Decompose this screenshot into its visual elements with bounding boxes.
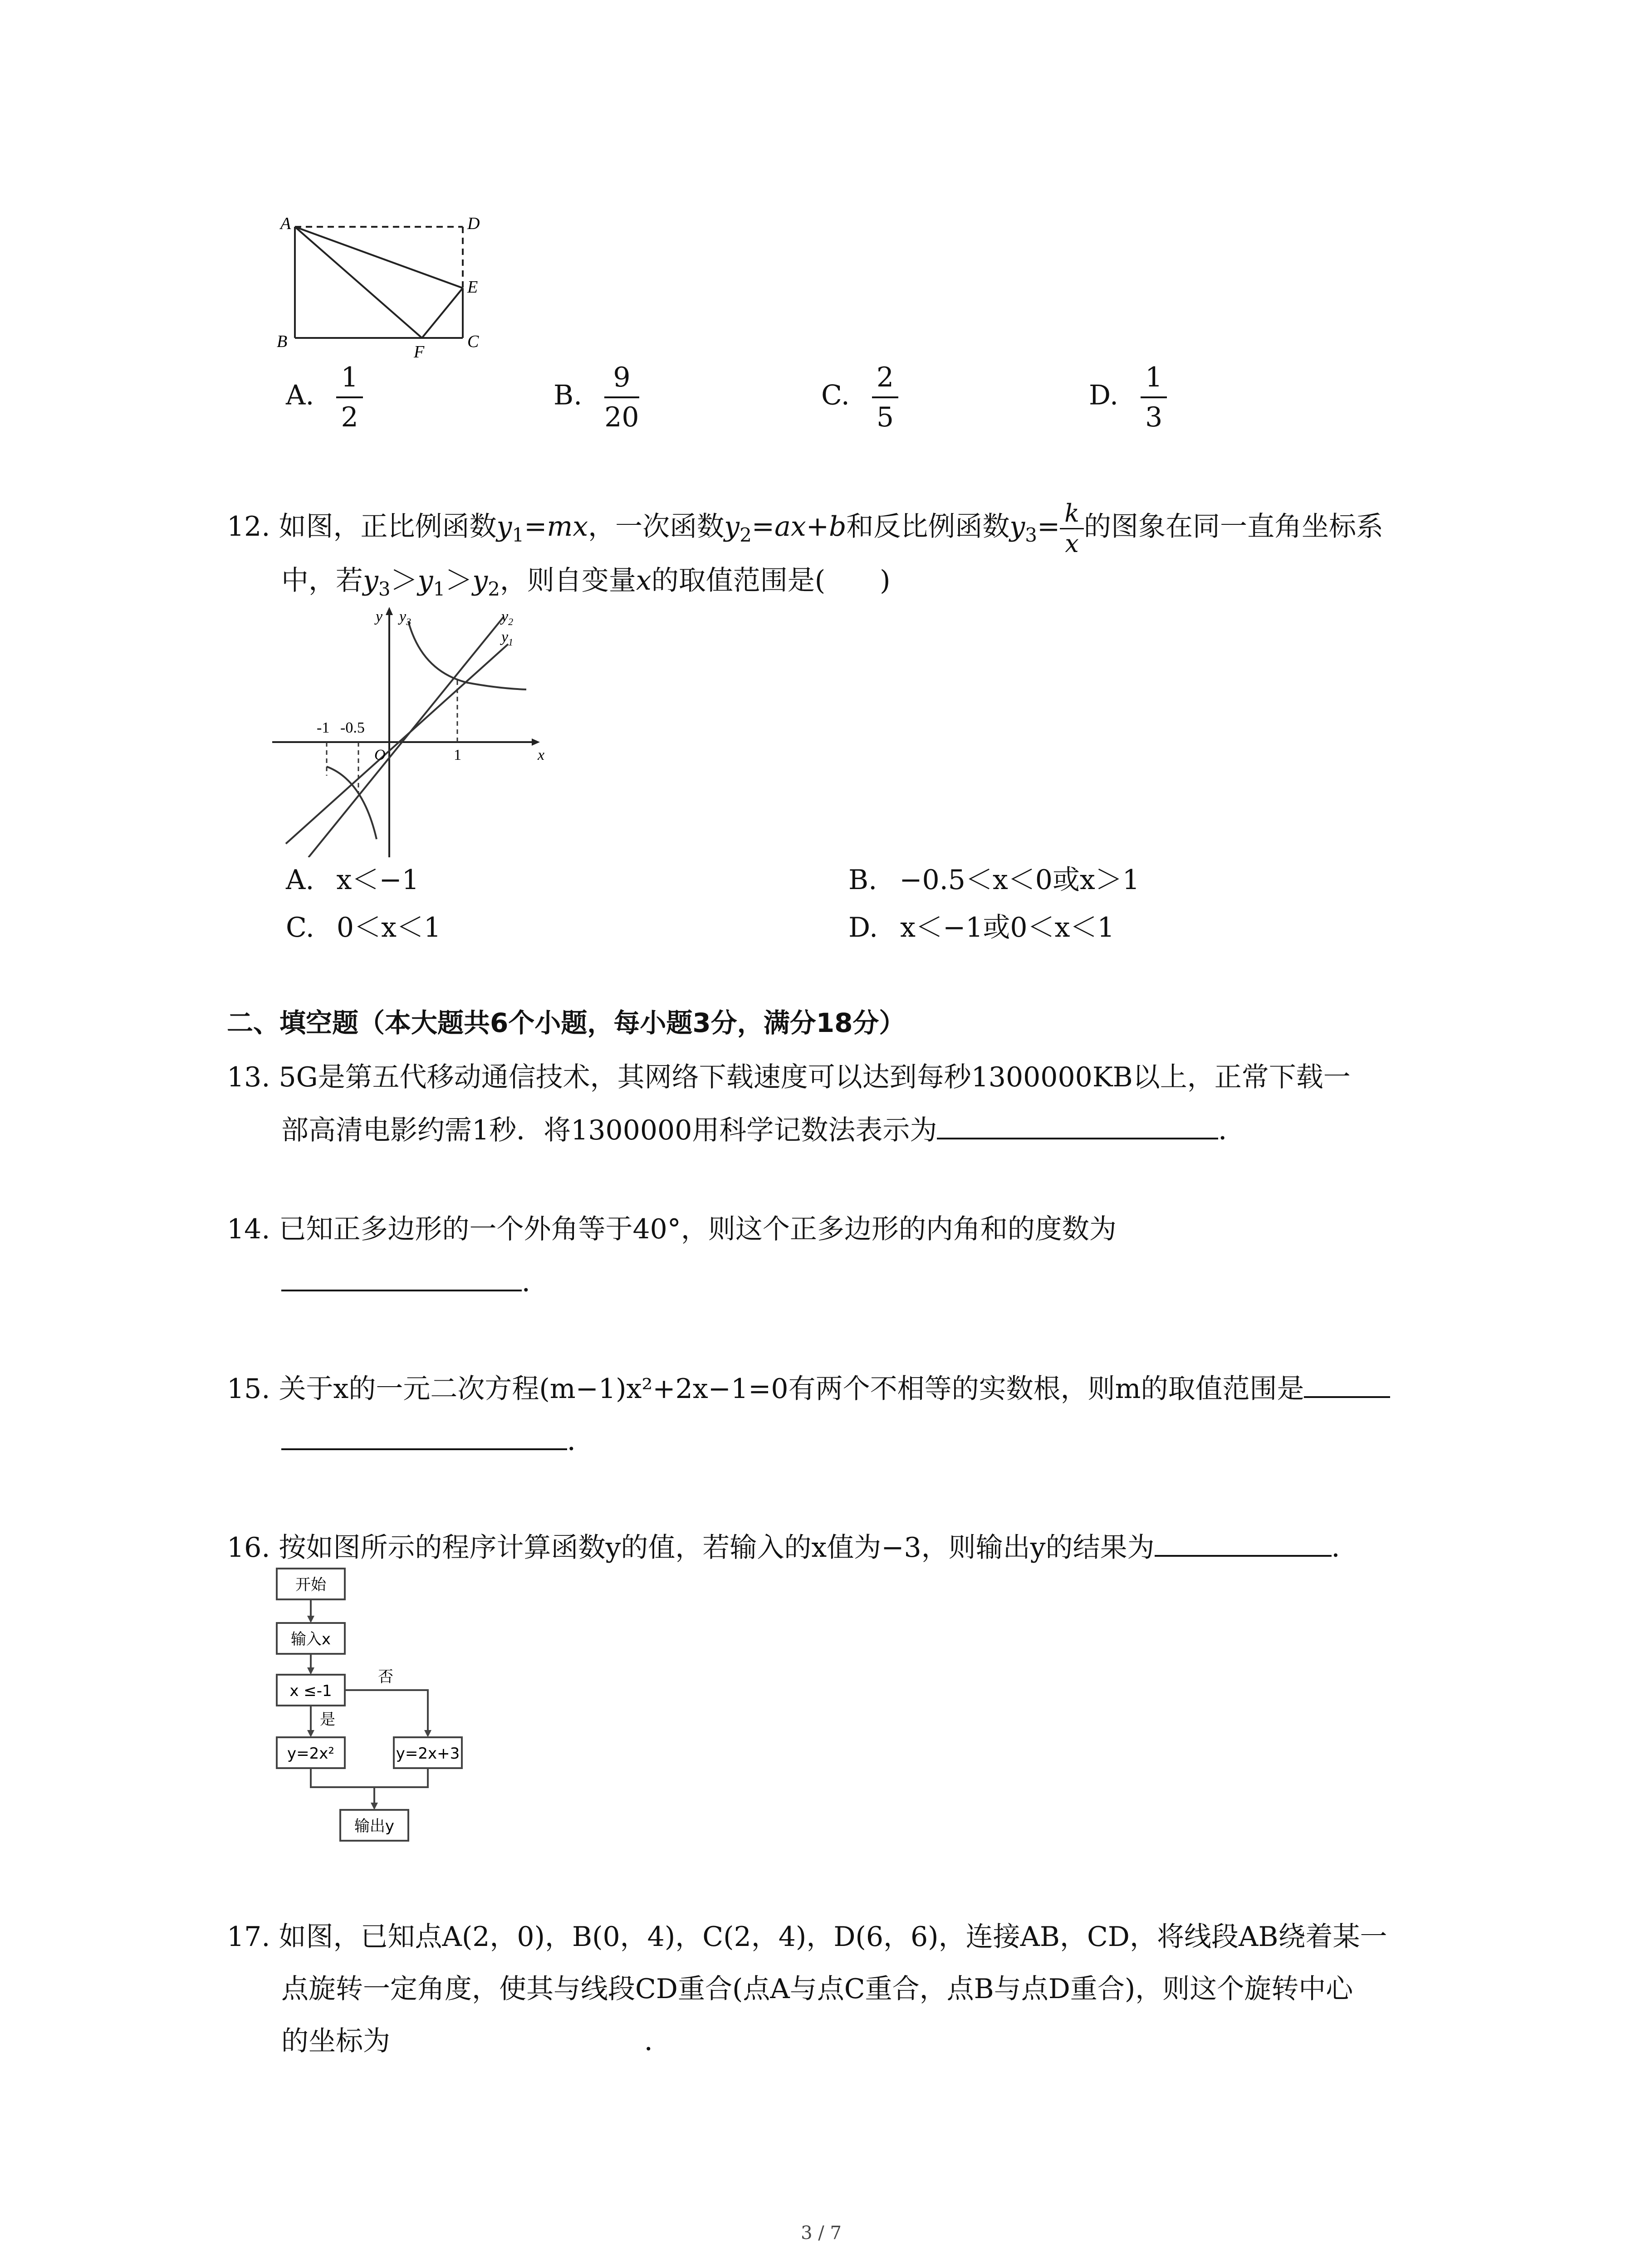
q16-text-1: 按如图所示的程序计算函数y的值，若输入的x值为−3，则输出y的结果为 (279, 1532, 1155, 1564)
q12-graph-y2-label: $y_2$ (501, 608, 514, 627)
q12-cond-gt2: ＞ (445, 565, 473, 596)
q11-option-a[interactable] (286, 358, 363, 436)
q17-line3 (281, 2023, 671, 2059)
q12-option-a-key: A. (286, 864, 314, 896)
q11-option-d-key: D. (1089, 379, 1119, 411)
q16-line1 (227, 1529, 1359, 1566)
q12-cond-y3: y (363, 565, 378, 596)
q17-text-3: 的坐标为 (281, 2025, 390, 2057)
q11-label-a: A (280, 214, 291, 233)
q12-cond-y3-sub: 3 (378, 578, 391, 600)
q12-text-d: 的图象在同一直角坐标系 (1084, 511, 1384, 543)
q15-end: ． (567, 1425, 594, 1457)
q16-flowchart (272, 1565, 481, 1864)
q16-flow-no: 否 (378, 1668, 393, 1686)
q12-y1-sub: 1 (512, 524, 524, 547)
q12-option-a[interactable] (286, 862, 419, 898)
q16-number: 16. (227, 1532, 270, 1564)
q12-graph-tick-neg1: -1 (317, 719, 330, 736)
q13-text-1: 5G是第五代移动通信技术，其网络下载速度可以达到每秒1300000KB以上，正常下载一 (279, 1061, 1351, 1093)
q12-y2-sub: 2 (740, 524, 752, 547)
q11-option-b-key: B. (554, 379, 583, 411)
q12-option-d-key: D. (848, 912, 878, 943)
q12-text-a: 如图，正比例函数 (279, 511, 497, 543)
q12-mx: mx (547, 511, 588, 543)
q12-line2 (281, 562, 891, 607)
q16-flow-condition: x ≤-1 (289, 1682, 332, 1700)
q11-option-d-num: 1 (1141, 358, 1167, 398)
q11-option-b-num: 9 (604, 358, 639, 398)
q12-text-c: 和反比例函数 (846, 511, 1010, 543)
q12-eq2: = (751, 511, 775, 543)
q12-eq1: = (524, 511, 547, 543)
q16-flow-left-formula: y=2x² (287, 1745, 334, 1763)
q16-flow-input: 输入x (290, 1630, 331, 1648)
q16-end: ． (1331, 1532, 1359, 1564)
q12-option-b-text: −0.5＜x＜0或x＞1 (899, 864, 1140, 896)
q11-option-b-fraction (604, 358, 639, 436)
q11-option-c[interactable] (821, 358, 898, 436)
q12-axb: ax+b (774, 511, 847, 543)
q12-option-c-key: C. (286, 912, 314, 943)
q14-number: 14. (227, 1213, 270, 1245)
q17-text-2: 点旋转一定角度，使其与线段CD重合(点A与点C重合，点B与点D重合)，则这个旋转中心 (281, 1973, 1353, 2005)
q12-cond-y1: y (417, 565, 433, 596)
q16-flow-right-formula: y=2x+3 (396, 1745, 460, 1763)
q15-line2 (281, 1422, 594, 1459)
q11-rectangle-figure (268, 209, 504, 363)
q11-option-c-den: 5 (876, 401, 894, 433)
q15-answer-blank-2[interactable] (281, 1422, 567, 1450)
q16-flow-yes: 是 (320, 1711, 335, 1729)
q15-answer-blank-1[interactable] (1304, 1370, 1390, 1398)
q12-fraction (1060, 499, 1084, 558)
q17-end: ． (644, 2025, 671, 2057)
q12-option-b[interactable] (848, 862, 1140, 898)
q12-cond-y2: y (472, 565, 488, 596)
q16-flow-output: 输出y (354, 1817, 395, 1835)
q12-graph-x-axis-label: x (538, 747, 545, 763)
q12-graph-tick-1: 1 (454, 747, 461, 763)
q12-y1: y (496, 511, 512, 543)
q17-line1 (227, 1919, 1387, 1955)
q12-function-graph (272, 603, 554, 857)
q12-number: 12. (227, 511, 270, 543)
q11-label-e: E (467, 278, 478, 297)
q12-y3: y (1009, 511, 1025, 543)
q16-flow-start: 开始 (295, 1576, 326, 1594)
q11-option-c-key: C. (821, 379, 850, 411)
q15-text-1: 关于x的一元二次方程(m−1)x²+2x−1=0有两个不相等的实数根，则m的取值范围是 (279, 1373, 1304, 1405)
q12-option-c-text: 0＜x＜1 (336, 912, 441, 943)
q15-number: 15. (227, 1373, 270, 1405)
q14-line2 (281, 1263, 549, 1300)
q16-answer-blank[interactable] (1155, 1529, 1332, 1557)
q11-option-d-den: 3 (1145, 401, 1163, 433)
q11-label-b: B (277, 332, 288, 351)
q17-number: 17. (227, 1921, 270, 1953)
q17-text-1: 如图，已知点A(2，0)，B(0，4)，C(2，4)，D(6，6)，连接AB，CD，将线段AB绕着某一 (279, 1921, 1387, 1953)
q12-option-b-key: B. (848, 864, 877, 896)
q12-y2: y (724, 511, 740, 543)
q13-line2 (281, 1111, 1245, 1149)
q12-frac-den: x (1065, 529, 1079, 558)
q11-option-b-den: 20 (604, 401, 639, 433)
q12-graph-origin-label: O (374, 747, 386, 763)
q14-answer-blank[interactable] (281, 1263, 522, 1291)
q12-cond-y1-sub: 1 (433, 578, 446, 600)
q12-option-d-text: x＜−1或0＜x＜1 (900, 912, 1115, 943)
q12-y3-sub: 3 (1025, 524, 1038, 547)
q12-graph-y3-label: $y_3$ (399, 608, 411, 627)
q13-answer-blank[interactable] (937, 1111, 1218, 1139)
q12-xvar: x (636, 565, 652, 596)
q15-line1 (227, 1370, 1390, 1407)
q12-option-c[interactable] (286, 909, 441, 946)
q11-option-a-fraction (336, 358, 362, 436)
q14-end: ． (522, 1266, 549, 1298)
q12-line1 (227, 499, 1383, 558)
q13-text-2: 部高清电影约需1秒．将1300000用科学记数法表示为 (281, 1114, 937, 1146)
section2-title: 二、填空题（本大题共6个小题，每小题3分，满分18分） (227, 1007, 906, 1038)
q11-option-a-key: A. (286, 379, 314, 411)
q12-cond-y2-sub: 2 (488, 578, 500, 600)
q12-graph-y-axis-label: y (376, 608, 383, 625)
q11-label-d: D (467, 214, 480, 233)
q11-option-a-den: 2 (341, 401, 358, 433)
q12-graph-y1-label: $y_1$ (501, 629, 514, 648)
q11-option-d-fraction (1141, 358, 1167, 436)
q11-option-c-fraction (872, 358, 898, 436)
q11-option-b[interactable] (554, 358, 639, 436)
q11-label-c: C (467, 332, 479, 351)
q12-cond-gt1: ＞ (390, 565, 418, 596)
q17-line2 (281, 1971, 1353, 2007)
q14-text-1: 已知正多边形的一个外角等于40°，则这个正多边形的内角和的度数为 (279, 1213, 1117, 1245)
q11-option-a-num: 1 (336, 358, 362, 398)
q14-line1 (227, 1211, 1117, 1247)
q12-option-a-text: x＜−1 (336, 864, 419, 896)
q12-text-g: 的取值范围是( ) (651, 565, 891, 596)
q13-end: ． (1218, 1114, 1246, 1146)
q12-text-e: 中，若 (281, 565, 363, 596)
q11-option-c-num: 2 (872, 358, 898, 398)
q12-eq3: = (1037, 511, 1060, 543)
q12-text-b: ，一次函数 (588, 511, 725, 543)
page-number: 3 / 7 (801, 2223, 842, 2244)
q13-number: 13. (227, 1061, 270, 1093)
q11-option-d[interactable] (1089, 358, 1167, 436)
q13-line1 (227, 1059, 1351, 1095)
q12-graph-tick-neg05: -0.5 (340, 719, 365, 736)
q12-frac-num: k (1060, 499, 1084, 529)
q12-text-f: ，则自变量 (500, 565, 636, 596)
q12-option-d[interactable] (848, 909, 1115, 946)
q11-label-f: F (414, 342, 425, 362)
